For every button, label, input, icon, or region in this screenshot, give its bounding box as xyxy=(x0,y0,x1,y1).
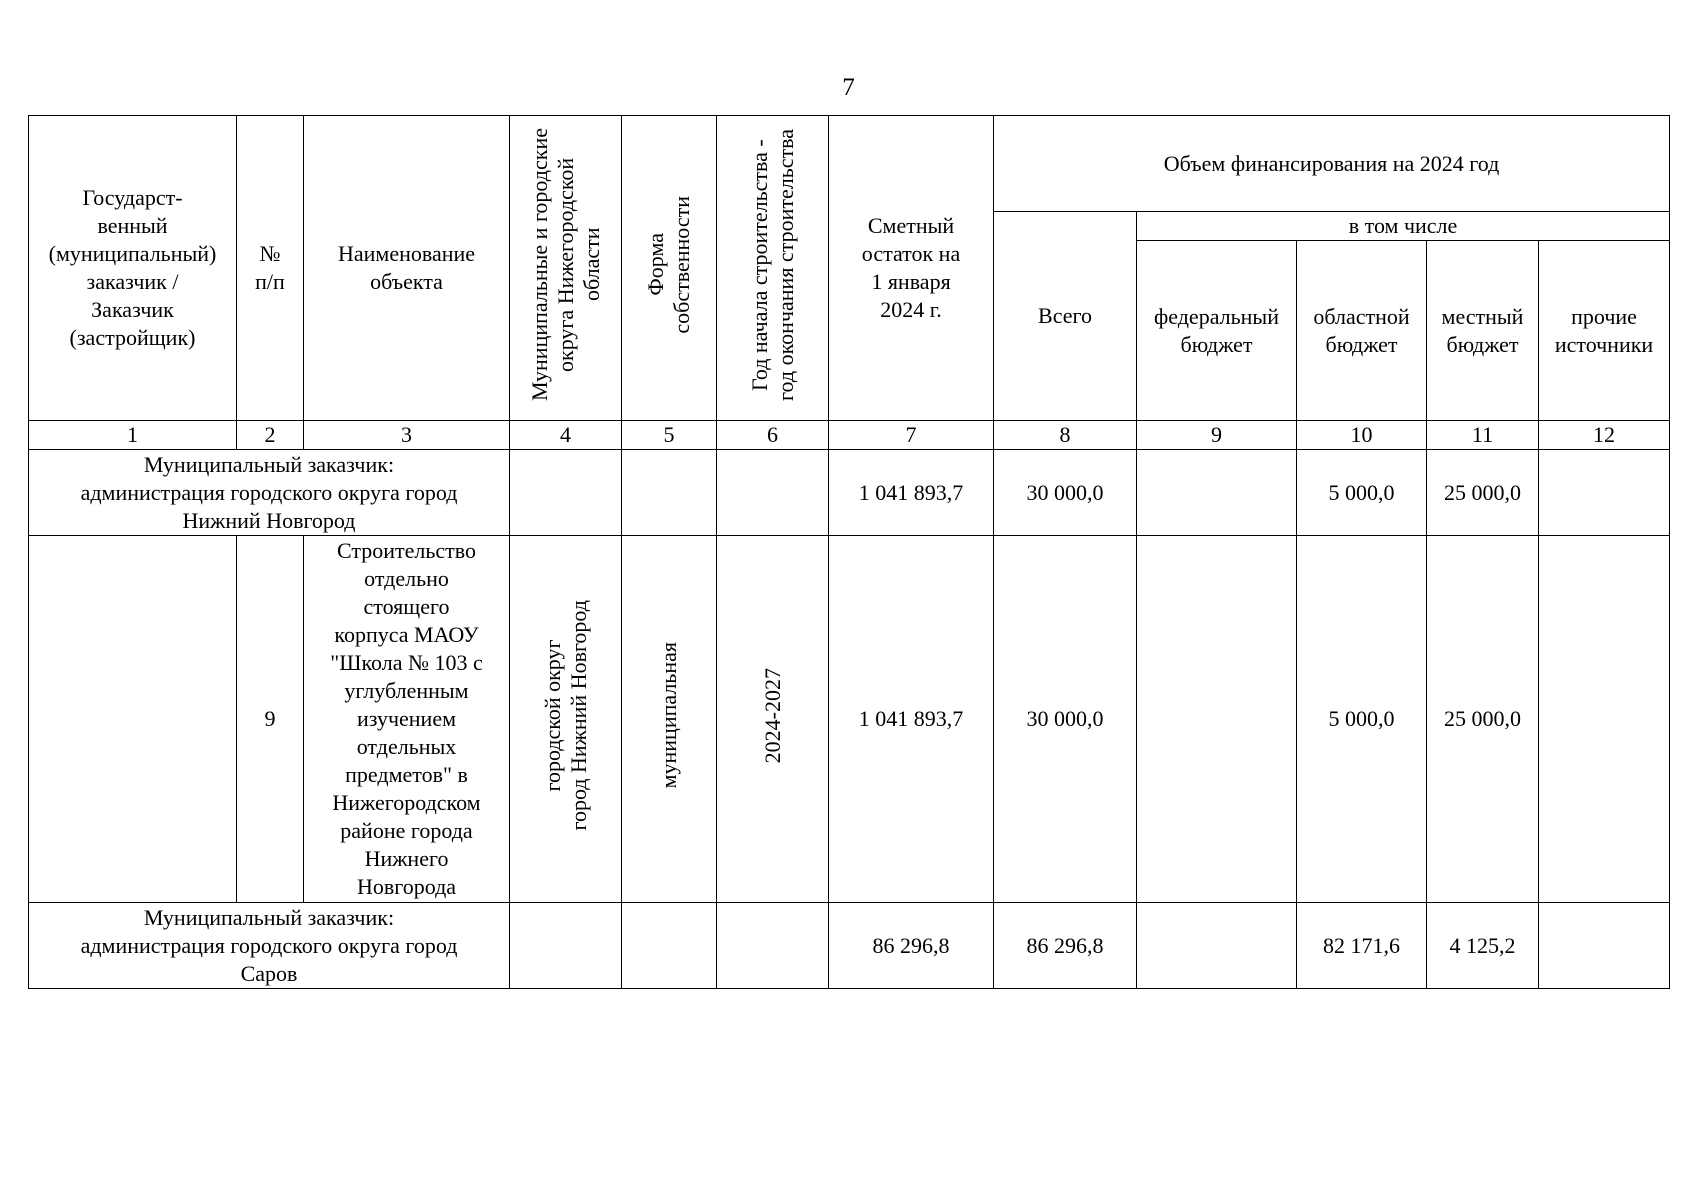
regional-cell: 82 171,6 xyxy=(1297,903,1427,989)
local-cell: 4 125,2 xyxy=(1427,903,1539,989)
column-number: 2 xyxy=(237,421,304,450)
federal-cell xyxy=(1137,903,1297,989)
customer-cell: Муниципальный заказчик: администрация городского округа город Саров xyxy=(29,903,510,989)
header-number: № п/п xyxy=(237,116,304,421)
column-number: 7 xyxy=(829,421,994,450)
municipality-cell: городской округ город Нижний Новгород xyxy=(510,536,622,903)
total-cell: 86 296,8 xyxy=(994,903,1137,989)
customer-cell xyxy=(29,536,237,903)
header-other: прочие источники xyxy=(1539,241,1670,421)
object-name-cell: Строительство отдельно стоящего корпуса МАОУ "Школа № 103 с углубленным изучением отдельных предметов" в Нижегородском районе города Нижнего Новгорода xyxy=(304,536,510,903)
other-cell xyxy=(1539,903,1670,989)
column-number: 11 xyxy=(1427,421,1539,450)
header-customer: Государст- венный (муниципальный) заказчик / Заказчик (застройщик) xyxy=(29,116,237,421)
column-number: 10 xyxy=(1297,421,1427,450)
other-cell xyxy=(1539,450,1670,536)
balance-cell: 86 296,8 xyxy=(829,903,994,989)
table-row xyxy=(29,903,1670,989)
column-number-row xyxy=(29,421,1670,450)
local-cell: 25 000,0 xyxy=(1427,450,1539,536)
total-cell: 30 000,0 xyxy=(994,536,1137,903)
column-number: 4 xyxy=(510,421,622,450)
municipality-cell xyxy=(510,903,622,989)
ownership-cell xyxy=(622,903,717,989)
header-object-name: Наименование объекта xyxy=(304,116,510,421)
balance-cell: 1 041 893,7 xyxy=(829,536,994,903)
financing-table xyxy=(28,115,1670,989)
total-cell: 30 000,0 xyxy=(994,450,1137,536)
header-regional: областной бюджет xyxy=(1297,241,1427,421)
years-cell xyxy=(717,450,829,536)
customer-cell: Муниципальный заказчик: администрация городского округа город Нижний Новгород xyxy=(29,450,510,536)
page-number: 7 xyxy=(842,74,855,101)
column-number: 3 xyxy=(304,421,510,450)
balance-cell: 1 041 893,7 xyxy=(829,450,994,536)
ownership-cell: муниципальная xyxy=(622,536,717,903)
header-municipality: Муниципальные и городские округа Нижегородской области xyxy=(510,116,622,421)
header-funding-total: Объем финансирования на 2024 год xyxy=(994,116,1670,212)
other-cell xyxy=(1539,536,1670,903)
column-number: 1 xyxy=(29,421,237,450)
years-cell xyxy=(717,903,829,989)
column-number: 8 xyxy=(994,421,1137,450)
header-row xyxy=(29,116,1670,212)
municipality-cell xyxy=(510,450,622,536)
header-local: местный бюджет xyxy=(1427,241,1539,421)
header-ownership: Форма собственности xyxy=(622,116,717,421)
years-cell: 2024-2027 xyxy=(717,536,829,903)
column-number: 5 xyxy=(622,421,717,450)
regional-cell: 5 000,0 xyxy=(1297,536,1427,903)
header-balance: Сметный остаток на 1 января 2024 г. xyxy=(829,116,994,421)
column-number: 6 xyxy=(717,421,829,450)
header-including: в том числе xyxy=(1137,212,1670,241)
column-number: 12 xyxy=(1539,421,1670,450)
federal-cell xyxy=(1137,450,1297,536)
column-number: 9 xyxy=(1137,421,1297,450)
number-cell: 9 xyxy=(237,536,304,903)
ownership-cell xyxy=(622,450,717,536)
header-federal: федеральный бюджет xyxy=(1137,241,1297,421)
header-total: Всего xyxy=(994,212,1137,421)
table-row xyxy=(29,536,1670,903)
federal-cell xyxy=(1137,536,1297,903)
regional-cell: 5 000,0 xyxy=(1297,450,1427,536)
local-cell: 25 000,0 xyxy=(1427,536,1539,903)
table-row xyxy=(29,450,1670,536)
header-years: Год начала строительства - год окончания строительства xyxy=(717,116,829,421)
